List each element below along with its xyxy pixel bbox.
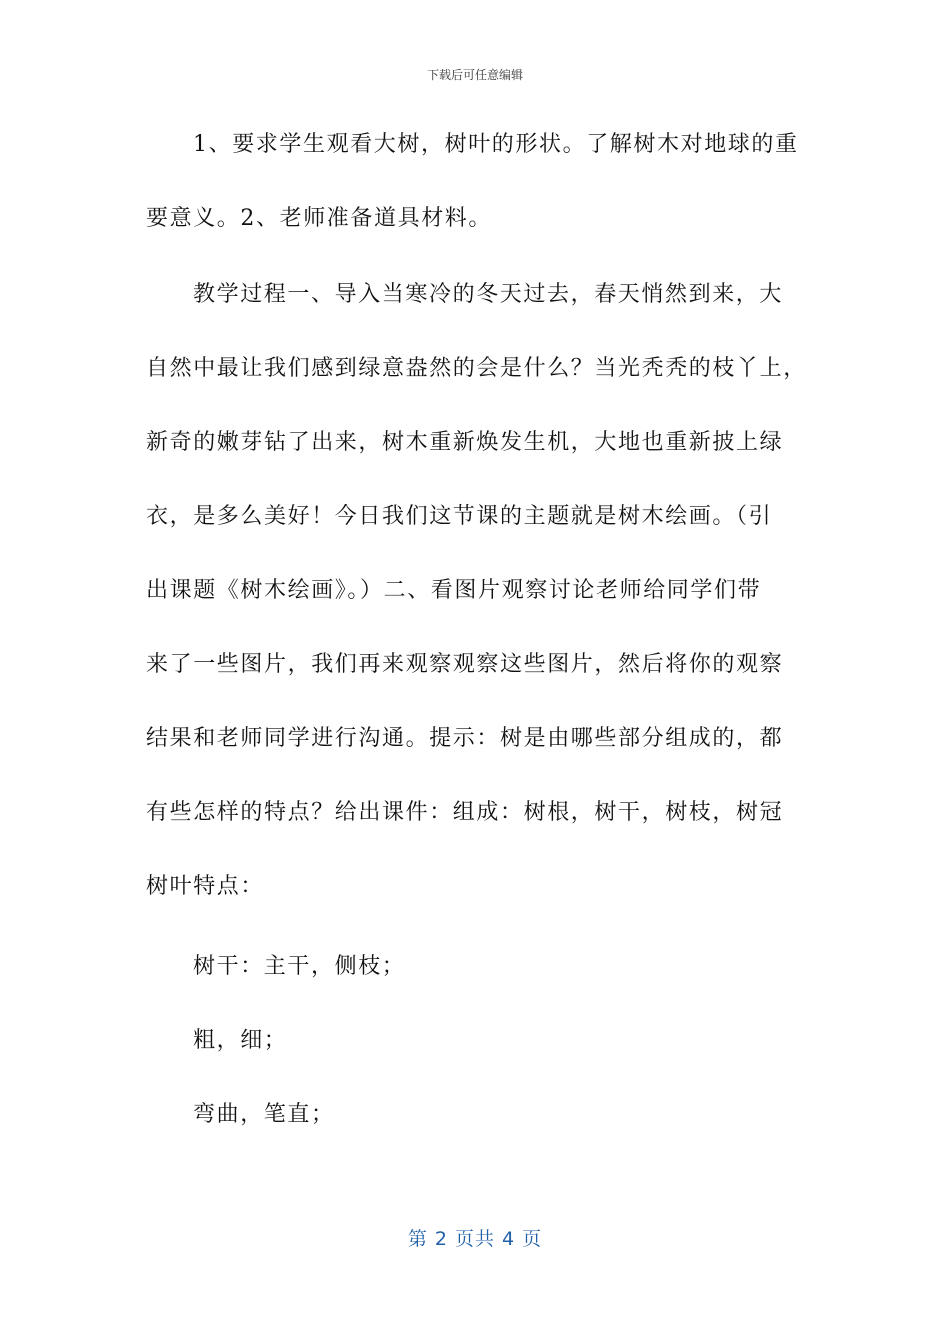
- page-number-footer: [0, 1224, 950, 1251]
- text-line: 衣，是多么美好！今日我们这节课的主题就是树木绘画。（引: [146, 504, 773, 529]
- text-line: 出课题《树木绘画》。）二、看图片观察讨论老师给同学们带: [146, 578, 762, 603]
- short-line-shape: 弯曲，笔直；: [193, 1102, 335, 1127]
- text-line: 结果和老师同学进行沟通。提示：树是由哪些部分组成的，都: [146, 726, 784, 751]
- text-line: 要意义。2、老师准备道具材料。: [146, 206, 492, 231]
- text-line: 教学过程一、导入当寒冷的冬天过去，春天悄然到来，大: [193, 282, 784, 307]
- text-line: 树叶特点：: [146, 874, 265, 899]
- short-line-trunk: 树干：主干，侧枝；: [193, 954, 406, 979]
- header-note: 下载后可任意编辑: [426, 68, 523, 82]
- paragraph-2: [146, 258, 806, 924]
- text-line: 有些怎样的特点？给出课件：组成：树根，树干，树枝，树冠: [146, 800, 784, 825]
- text-line: 自然中最让我们感到绿意盎然的会是什么？当光秃秃的枝丫上，: [146, 356, 807, 381]
- page-number-label: 第 2 页共 4 页: [407, 1228, 543, 1250]
- text-line: 来了一些图片，我们再来观察观察这些图片，然后将你的观察: [146, 652, 784, 677]
- text-line: 新奇的嫩芽钻了出来，树木重新焕发生机，大地也重新披上绿: [146, 430, 784, 455]
- paragraph-1: [146, 108, 806, 256]
- text-line: 1、要求学生观看大树，树叶的形状。了解树木对地球的重: [193, 132, 799, 157]
- short-line-thickness: 粗，细；: [193, 1028, 288, 1053]
